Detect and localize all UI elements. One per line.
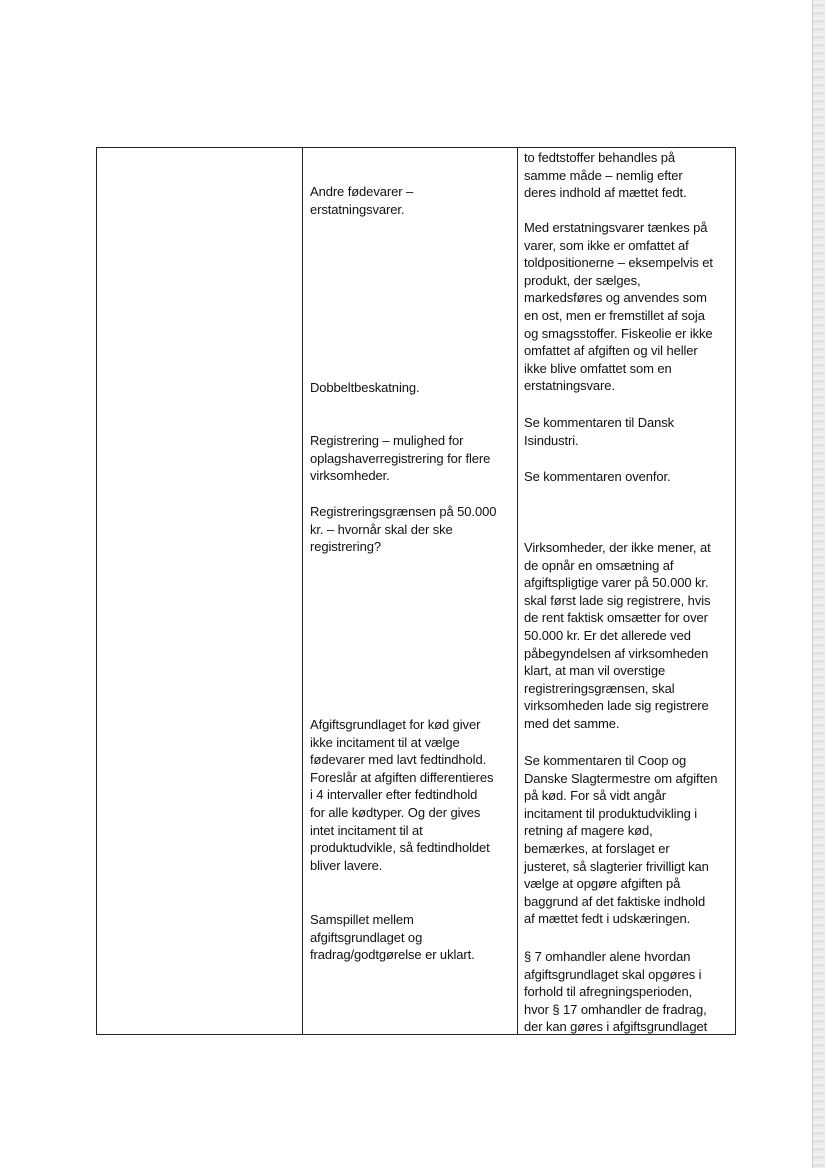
text-line: klart, at man vil overstige xyxy=(524,663,666,679)
topic-registration-threshold xyxy=(310,503,496,556)
text-line: produktudvikle, så fedtindholdet xyxy=(310,840,490,856)
text-line: Se kommentaren til Dansk xyxy=(524,415,675,430)
text-line: Se kommentaren ovenfor. xyxy=(524,469,671,484)
text-line: omfattet af afgiften og vil heller xyxy=(524,343,698,359)
column-divider-1 xyxy=(302,147,303,1035)
text-line: påbegyndelsen af virksomheden xyxy=(524,645,709,661)
text-line: deres indhold af mættet fedt. xyxy=(524,185,687,201)
text-line: fødevarer med lavt fedtindhold. xyxy=(310,752,487,768)
text-line: de rent faktisk omsætter for over xyxy=(524,610,708,626)
text-line: bliver lavere. xyxy=(310,857,383,873)
topic-registration xyxy=(310,432,490,485)
text-line: Dobbeltbeskatning. xyxy=(310,380,420,395)
text-line: incitament til produktudvikling i xyxy=(524,805,698,821)
text-line: i 4 intervaller efter fedtindhold xyxy=(310,787,478,803)
text-line: erstatningsvare. xyxy=(524,378,615,394)
response-section-7 xyxy=(524,948,707,1036)
text-line: Registreringsgrænsen på 50.000 xyxy=(310,504,497,519)
text-line: registrering? xyxy=(310,539,381,555)
text-line: Med erstatningsvarer tænkes på xyxy=(524,220,708,235)
topic-other-foods xyxy=(310,183,413,218)
text-line: for alle kødtyper. Og der gives xyxy=(310,804,481,820)
text-line: ikke blive omfattet som en xyxy=(524,360,672,376)
text-line: de opnår en omsætning af xyxy=(524,557,674,573)
text-line: oplagshaverregistrering for flere xyxy=(310,450,491,466)
text-line: Registrering – mulighed for xyxy=(310,433,464,448)
response-dansk-isindustri xyxy=(524,414,674,449)
text-line: virksomheder. xyxy=(310,468,390,484)
text-line: ikke incitament til at vælge xyxy=(310,734,460,750)
text-line: toldpositionerne – eksempelvis et xyxy=(524,255,713,271)
text-line: registreringsgrænsen, skal xyxy=(524,680,675,696)
column-divider-2 xyxy=(517,147,518,1035)
text-line: retning af magere kød, xyxy=(524,823,653,839)
scan-edge-artifact xyxy=(812,0,825,1168)
topic-interaction-deduction xyxy=(310,911,475,964)
text-line: der kan gøres i afgiftsgrundlaget xyxy=(524,1019,708,1035)
text-line: to fedtstoffer behandles på xyxy=(524,150,676,165)
text-line: samme måde – nemlig efter xyxy=(524,167,683,183)
text-line: afgiftsgrundlaget skal opgøres i xyxy=(524,966,702,982)
text-line: bemærkes, at forslaget er xyxy=(524,840,670,856)
response-meat-tax xyxy=(524,752,717,928)
text-line: § 7 omhandler alene hvordan xyxy=(524,949,691,964)
text-line: markedsføres og anvendes som xyxy=(524,290,707,306)
text-line: vælge at opgøre afgiften på xyxy=(524,876,681,892)
text-line: med det samme. xyxy=(524,715,620,731)
text-line: Andre fødevarer – xyxy=(310,184,414,199)
response-fat-treatment xyxy=(524,149,687,202)
text-line: af mættet fedt i udskæringen. xyxy=(524,911,691,927)
response-registration-threshold xyxy=(524,539,711,733)
text-line: forhold til afregningsperioden, xyxy=(524,984,693,1000)
text-line: 50.000 kr. Er det allerede ved xyxy=(524,627,691,643)
text-line: Foreslår at afgiften differentieres xyxy=(310,769,494,785)
text-line: på kød. For så vidt angår xyxy=(524,788,667,804)
text-line: intet incitament til at xyxy=(310,822,423,838)
text-line: Se kommentaren til Coop og xyxy=(524,753,687,768)
text-line: baggrund af det faktiske indhold xyxy=(524,893,706,909)
topic-meat-tax-base xyxy=(310,716,493,874)
text-line: virksomheden lade sig registrere xyxy=(524,698,709,714)
text-line: Afgiftsgrundlaget for kød giver xyxy=(310,717,481,732)
text-line: kr. – hvornår skal der ske xyxy=(310,521,453,537)
text-line: Isindustri. xyxy=(524,432,579,448)
text-line: skal først lade sig registrere, hvis xyxy=(524,592,711,608)
text-line: justeret, så slagterier frivilligt kan xyxy=(524,858,709,874)
response-see-above xyxy=(524,468,671,486)
text-line: produkt, der sælges, xyxy=(524,272,641,288)
text-line: en ost, men er fremstillet af soja xyxy=(524,307,705,323)
topic-double-taxation xyxy=(310,379,420,397)
response-substitute-goods xyxy=(524,219,713,395)
text-line: varer, som ikke er omfattet af xyxy=(524,237,689,253)
text-line: afgiftspligtige varer på 50.000 kr. xyxy=(524,575,709,591)
text-line: Virksomheder, der ikke mener, at xyxy=(524,540,711,555)
text-line: afgiftsgrundlaget og xyxy=(310,929,423,945)
text-line: fradrag/godtgørelse er uklart. xyxy=(310,947,475,963)
text-line: og smagsstoffer. Fiskeolie er ikke xyxy=(524,325,713,341)
text-line: hvor § 17 omhandler de fradrag, xyxy=(524,1001,707,1017)
text-line: Samspillet mellem xyxy=(310,912,414,927)
text-line: Danske Slagtermestre om afgiften xyxy=(524,770,718,786)
text-line: erstatningsvarer. xyxy=(310,201,405,217)
